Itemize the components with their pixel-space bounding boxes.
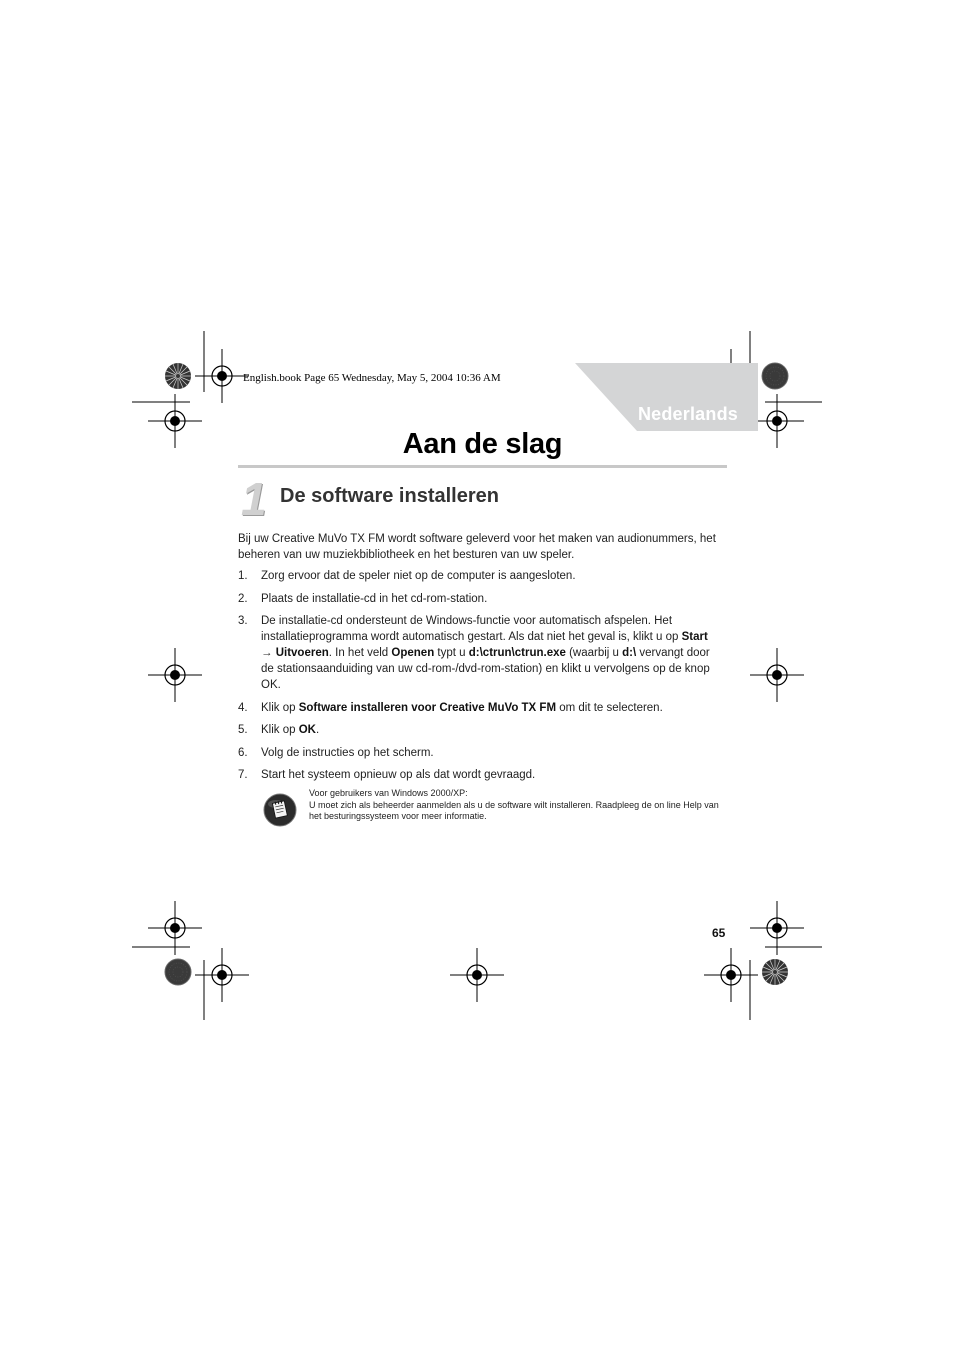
list-item-text: Zorg ervoor dat de speler niet op de computer is aangesloten. [261, 570, 576, 582]
language-tab-label: Nederlands [637, 404, 738, 424]
install-option-label: Software installeren voor Creative MuVo TX FM [298, 702, 557, 714]
drive-letter: d:\ [622, 647, 637, 659]
start-menu-label: Start [681, 631, 708, 643]
open-field-label: Openen [391, 647, 435, 659]
list-item-text: De installatie-cd ondersteunt de Windows-functie voor automatisch afspelen. Het installatieprogramma wordt automatisch gestart. Als dat niet het geval is, klikt u op Start → Uitvoeren. In het veld Openen typt u d:\ctrun\ctrun.exe (waarbij u d:\ vervangt door de stationsaanduiding van uw cd-rom-/dvd-rom-station) en klikt u vervolgens op de knop OK. [261, 615, 710, 691]
arrow-icon: → [261, 647, 273, 659]
list-item-number: 3. [238, 615, 248, 627]
list-item-text: Start het systeem opnieuw op als dat wordt gevraagd. [261, 769, 536, 781]
run-command-label: Uitvoeren [275, 647, 329, 659]
list-item-number: 6. [238, 747, 248, 759]
ok-label: OK [298, 724, 316, 736]
book-info-line: English.book Page 65 Wednesday, May 5, 2004 10:36 AM [243, 372, 501, 384]
list-item-number: 4. [238, 702, 248, 714]
note-heading: Voor gebruikers van Windows 2000/XP: [309, 788, 468, 798]
page-number: 65 [712, 926, 726, 940]
section-number: 1 [241, 473, 267, 525]
note-pad-icon [263, 793, 297, 827]
install-path: d:\ctrun\ctrun.exe [468, 647, 566, 659]
intro-paragraph: Bij uw Creative MuVo TX FM wordt software geleverd voor het maken van audionummers, het beheren van uw muziekbibliotheek en het besturen van uw speler. [238, 533, 716, 561]
list-item-text: Klik op Software installeren voor Creative MuVo TX FM om dit te selecteren. [261, 702, 663, 714]
list-item-text: Plaats de installatie-cd in het cd-rom-station. [261, 593, 488, 605]
section-heading: De software installeren [280, 485, 499, 507]
list-item-number: 7. [238, 769, 248, 781]
list-item-number: 1. [238, 570, 248, 582]
title-rule [238, 465, 727, 468]
note-body: U moet zich als beheerder aanmelden als u de software wilt installeren. Raadpleeg de on line Help van het besturingssysteem voor meer informatie. [309, 799, 719, 821]
page-title: Aan de slag [402, 428, 563, 460]
list-item-number: 2. [238, 593, 248, 605]
list-item-number: 5. [238, 724, 248, 736]
list-item-text: Klik op OK. [261, 724, 320, 736]
note-text [309, 788, 724, 823]
list-item-text: Volg de instructies op het scherm. [261, 747, 434, 759]
